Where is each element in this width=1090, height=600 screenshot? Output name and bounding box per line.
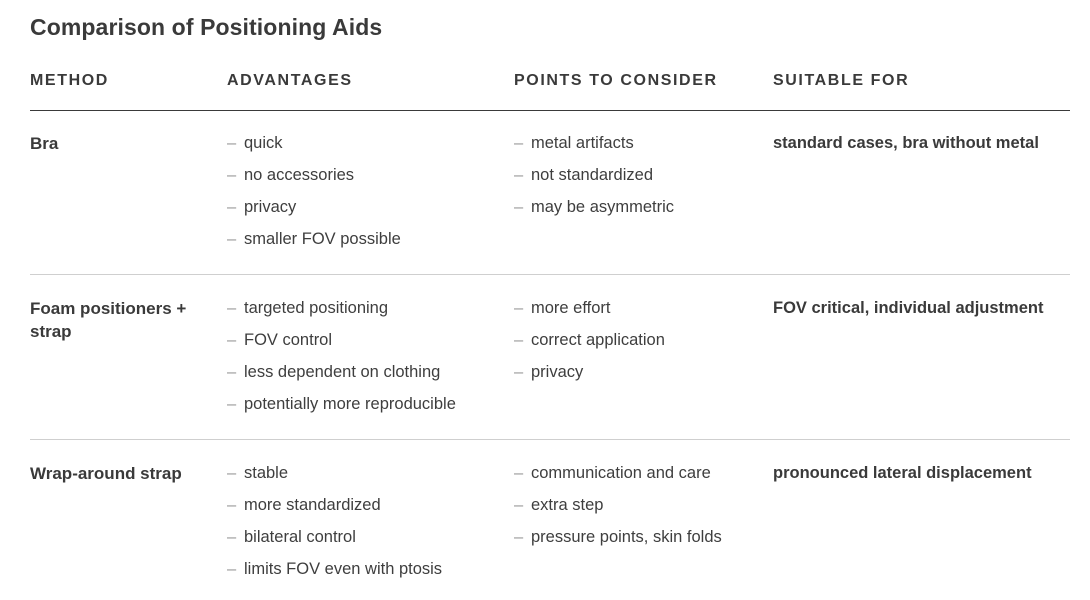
list-item xyxy=(227,196,401,228)
bullet-dash: – xyxy=(227,198,237,216)
advantages-list xyxy=(227,132,401,260)
suitable-cell: standard cases, bra without metal xyxy=(773,134,1039,152)
list-item xyxy=(227,329,456,361)
bullet-dash: – xyxy=(227,230,237,248)
column-header-considerations: POINTS TO CONSIDER xyxy=(514,72,718,89)
column-header-method: METHOD xyxy=(30,72,109,89)
column-header-suitable: SUITABLE FOR xyxy=(773,72,910,89)
list-item xyxy=(227,164,401,196)
list-item-text: no accessories xyxy=(244,166,355,184)
list-item-text: privacy xyxy=(244,198,297,216)
list-item xyxy=(514,164,674,196)
list-item xyxy=(227,494,442,526)
considerations-list xyxy=(514,132,674,228)
column-header-advantages: ADVANTAGES xyxy=(227,72,353,89)
bullet-dash: – xyxy=(227,331,237,349)
list-item-text: communication and care xyxy=(531,464,711,482)
list-item-text: pressure points, skin folds xyxy=(531,528,722,546)
list-item xyxy=(514,196,674,228)
list-item-text: may be asymmetric xyxy=(531,198,675,216)
list-item-text: targeted positioning xyxy=(244,299,389,317)
list-item-text: quick xyxy=(244,134,283,152)
table-header xyxy=(30,72,1070,111)
list-item-text: stable xyxy=(244,464,289,482)
bullet-dash: – xyxy=(514,464,524,482)
list-item-text: FOV control xyxy=(244,331,333,349)
bullet-dash: – xyxy=(514,496,524,514)
bullet-dash: – xyxy=(227,363,237,381)
list-item-text: bilateral control xyxy=(244,528,356,546)
bullet-dash: – xyxy=(227,134,237,152)
list-item-text: less dependent on clothing xyxy=(244,363,441,381)
bullet-dash: – xyxy=(514,331,524,349)
list-item-text: smaller FOV possible xyxy=(244,230,401,248)
bullet-dash: – xyxy=(227,496,237,514)
bullet-dash: – xyxy=(227,528,237,546)
suitable-cell: FOV critical, individual adjustment xyxy=(773,299,1044,317)
method-cell: Bra xyxy=(30,134,59,153)
method-cell: Wrap-around strap xyxy=(30,464,182,483)
bullet-dash: – xyxy=(514,134,524,152)
list-item-text: metal artifacts xyxy=(531,134,634,152)
list-item-text: not standardized xyxy=(531,166,654,184)
bullet-dash: – xyxy=(227,560,237,578)
list-item xyxy=(514,494,722,526)
list-item-text: privacy xyxy=(531,363,584,381)
method-cell: Foam positioners + strap xyxy=(30,299,187,341)
list-item-text: limits FOV even with ptosis xyxy=(244,560,443,578)
list-item xyxy=(227,462,442,494)
bullet-dash: – xyxy=(514,198,524,216)
bullet-dash: – xyxy=(514,363,524,381)
table-row xyxy=(30,297,1070,440)
list-item xyxy=(514,462,722,494)
list-item xyxy=(227,361,456,393)
table-row xyxy=(30,462,1070,594)
list-item xyxy=(227,393,456,425)
list-item xyxy=(514,361,665,393)
bullet-dash: – xyxy=(227,166,237,184)
list-item-text: extra step xyxy=(531,496,604,514)
bullet-dash: – xyxy=(514,299,524,317)
list-item-text: correct application xyxy=(531,331,665,349)
list-item-text: more effort xyxy=(531,299,611,317)
page-title: Comparison of Positioning Aids xyxy=(30,14,383,40)
considerations-list xyxy=(514,297,665,393)
list-item xyxy=(514,526,722,558)
list-item xyxy=(227,558,442,590)
list-item xyxy=(227,297,456,329)
bullet-dash: – xyxy=(514,166,524,184)
table-row xyxy=(30,132,1070,275)
bullet-dash: – xyxy=(227,395,237,413)
list-item xyxy=(514,297,665,329)
list-item xyxy=(227,228,401,260)
list-item xyxy=(227,132,401,164)
list-item xyxy=(514,329,665,361)
advantages-list xyxy=(227,462,442,590)
bullet-dash: – xyxy=(227,299,237,317)
suitable-cell: pronounced lateral displacement xyxy=(773,464,1032,482)
list-item xyxy=(514,132,674,164)
considerations-list xyxy=(514,462,722,558)
bullet-dash: – xyxy=(514,528,524,546)
list-item xyxy=(227,526,442,558)
bullet-dash: – xyxy=(227,464,237,482)
advantages-list xyxy=(227,297,456,425)
list-item-text: potentially more reproducible xyxy=(244,395,456,413)
list-item-text: more standardized xyxy=(244,496,381,514)
